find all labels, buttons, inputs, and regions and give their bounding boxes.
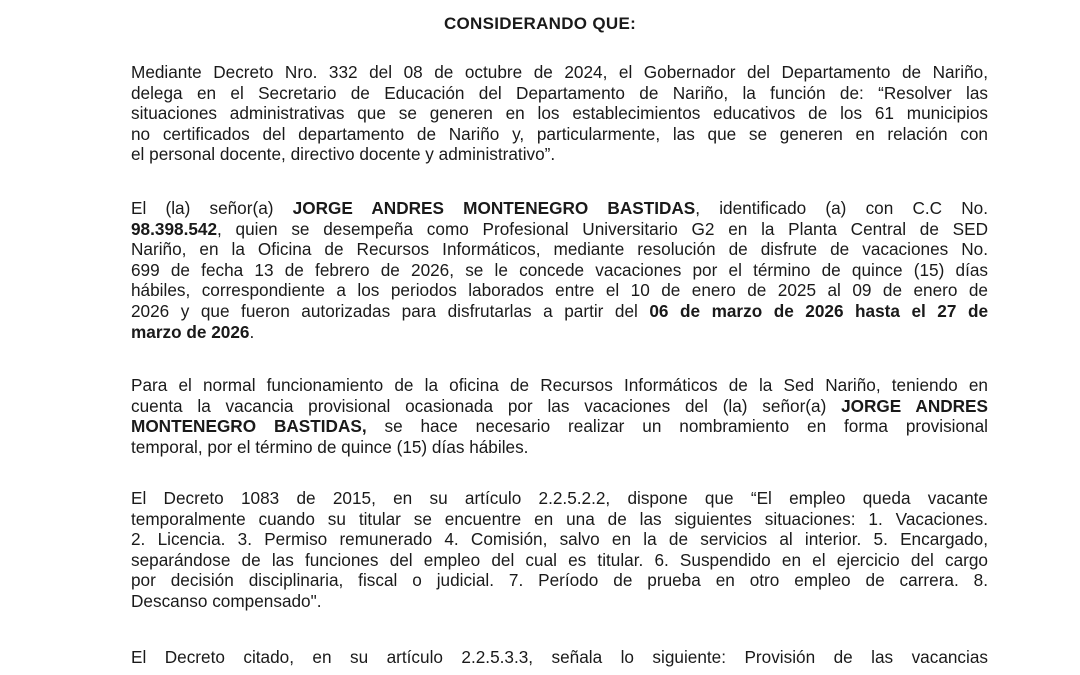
employee-name: JORGE ANDRES: [841, 395, 988, 416]
paragraph-vacation-grant: [131, 198, 988, 342]
vacation-dates-end: marzo de 2026: [131, 321, 250, 342]
employee-name: MONTENEGRO BASTIDAS,: [131, 416, 367, 437]
paragraph-line: situaciones administrativas que se generen en los establecimientos educativos de los 61 municipios: [131, 103, 988, 124]
paragraph-decree-1083: [131, 488, 988, 612]
paragraph-line: Para el normal funcionamiento de la oficina de Recursos Informáticos de la Sed Nariño, teniendo en: [131, 375, 988, 395]
paragraph-line: separándose de las funciones del empleo del cual es titular. 6. Suspendido en el ejercicio del cargo: [131, 549, 988, 570]
text-segment: .: [249, 321, 255, 342]
paragraph-line: temporal, por el término de quince (15) días hábiles.: [131, 436, 529, 457]
text-segment: El (la) señor(a): [131, 198, 293, 218]
paragraph-line: por decisión disciplinaria, fiscal o judicial. 7. Período de prueba en otro empleo de carrera. 8.: [131, 570, 988, 591]
paragraph-line: [131, 322, 988, 343]
paragraph-line: Nariño, en la Oficina de Recursos Informáticos, mediante resolución de disfrute de vacaciones No.: [131, 239, 988, 260]
text-segment: , identificado (a) con C.C No.: [695, 198, 988, 218]
paragraph-line: [131, 301, 988, 322]
text-segment: , quien se desempeña como Profesional Universitario G2 en la Planta Central de SED: [217, 218, 988, 239]
paragraph-line: 699 de fecha 13 de febrero de 2026, se le concede vacaciones por el término de quince (15) días: [131, 259, 988, 280]
vacation-dates: 06 de marzo de 2026 hasta el 27 de: [649, 300, 989, 321]
text-segment: 2026 y que fueron autorizadas para disfrutarlas a partir del: [131, 300, 650, 321]
paragraph-line: no certificados del departamento de Nariño y, particularmente, las que se generen en relación con: [131, 123, 988, 144]
text-segment: cuenta la vacancia provisional ocasionada por las vacaciones del (la) señor(a): [131, 395, 842, 416]
section-heading: CONSIDERANDO QUE:: [443, 14, 637, 33]
paragraph-decree-cited: [131, 647, 988, 668]
paragraph-line: Mediante Decreto Nro. 332 del 08 de octubre de 2024, el Gobernador del Departamento de Nariño,: [131, 62, 988, 82]
paragraph-line: delega en el Secretario de Educación del Departamento de Nariño, la función de: “Resolver las: [131, 82, 988, 103]
paragraph-line: Descanso compensado".: [131, 590, 322, 611]
employee-name: JORGE ANDRES MONTENEGRO BASTIDAS: [292, 198, 696, 218]
paragraph-line: El Decreto 1083 de 2015, en su artículo 2.2.5.2.2, dispone que “El empleo queda vacante: [131, 488, 988, 508]
paragraph-decree-332: [131, 62, 988, 165]
paragraph-line: [131, 198, 988, 219]
paragraph-line: el personal docente, directivo docente y administrativo”.: [131, 144, 556, 165]
id-number: 98.398.542: [131, 218, 218, 239]
text-segment: se hace necesario realizar un nombramiento en forma provisional: [366, 416, 988, 437]
paragraph-line: [131, 396, 988, 417]
paragraph-line: hábiles, correspondiente a los periodos laborados entre el 10 de enero de 2025 al 09 de enero de: [131, 280, 988, 301]
paragraph-line: El Decreto citado, en su artículo 2.2.5.3.3, señala lo siguiente: Provisión de las vacancias: [131, 647, 988, 667]
paragraph-vacancy-need: [131, 375, 988, 457]
paragraph-line: [131, 219, 988, 240]
paragraph-line: 2. Licencia. 3. Permiso remunerado 4. Comisión, salvo en la de servicios al interior. 5. Encargado,: [131, 529, 988, 550]
paragraph-line: temporalmente cuando su titular se encuentre en una de las siguientes situaciones: 1. Vacaciones.: [131, 508, 988, 529]
paragraph-line: [131, 416, 988, 437]
